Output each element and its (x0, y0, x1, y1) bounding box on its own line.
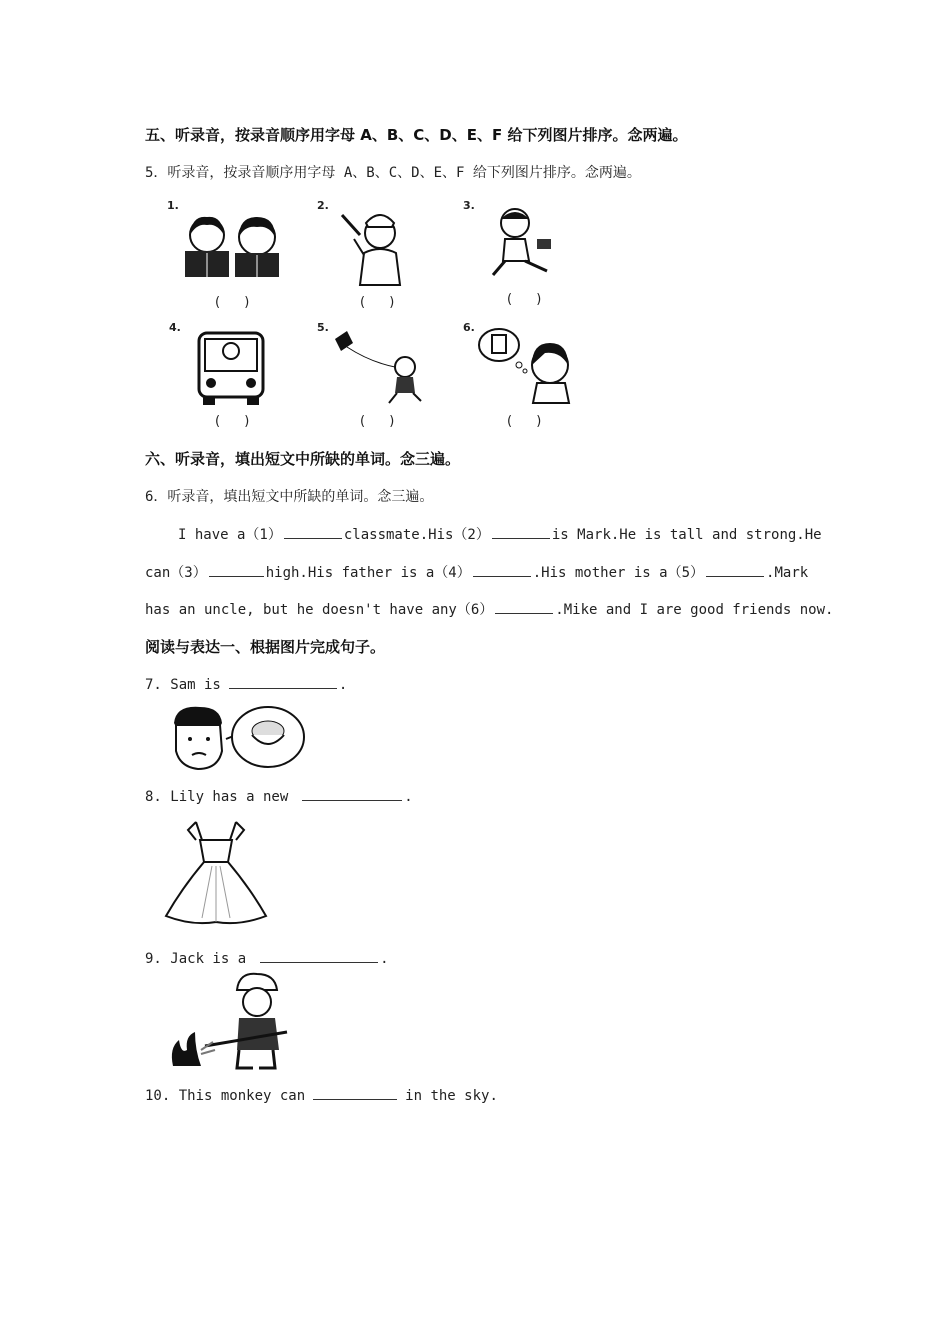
question-5: 5．听录音，按录音顺序用字母 A、B、C、D、E、F 给下列图片排序。念两遍。 (145, 165, 641, 181)
running-boy-image (487, 205, 559, 283)
passage-line-3: has an uncle, but he doesn't have any（6） .Mike and I are good friends now. (145, 599, 833, 619)
firefighter-image (165, 970, 290, 1072)
picture-grid (165, 195, 605, 435)
section-5-heading: 五、听录音，按录音顺序用字母 A、B、C、D、E、F 给下列图片排序。念两遍。 (145, 126, 688, 144)
dress-image (162, 818, 270, 928)
question-8: 8. Lily has a new . (145, 786, 413, 805)
picture-number: 1. (167, 199, 179, 212)
passage-line-2: can（3） high.His father is a（4） .His mother is a（5） .Mark (145, 562, 808, 582)
blank-6[interactable] (495, 599, 553, 614)
answer-blank-8[interactable] (302, 786, 402, 801)
answer-paren: ( ) (360, 414, 405, 429)
two-girls-reading-image (177, 207, 287, 282)
answer-blank-7[interactable] (229, 674, 337, 689)
answer-paren: ( ) (360, 295, 405, 310)
picture-number: 3. (463, 199, 475, 212)
answer-blank-10[interactable] (313, 1085, 397, 1100)
answer-blank-9[interactable] (260, 948, 378, 963)
nurse-with-syringe-image (340, 205, 415, 287)
answer-paren: ( ) (507, 414, 552, 429)
blank-5[interactable] (706, 562, 764, 577)
picture-number: 4. (169, 321, 181, 334)
blank-4[interactable] (473, 562, 531, 577)
question-7: 7. Sam is . (145, 674, 347, 693)
question-10: 10. This monkey can in the sky. (145, 1085, 498, 1104)
picture-number: 5. (317, 321, 329, 334)
question-9: 9. Jack is a . (145, 948, 389, 967)
girl-thinking-of-water-image (475, 327, 575, 405)
picture-number: 2. (317, 199, 329, 212)
reading-heading: 阅读与表达一、根据图片完成句子。 (145, 638, 386, 656)
answer-paren: ( ) (507, 292, 552, 307)
blank-2[interactable] (492, 524, 550, 539)
passage-line-1: I have a（1） classmate.His（2） is Mark.He is tall and strong.He (178, 524, 822, 544)
answer-paren: ( ) (215, 295, 260, 310)
question-6: 6．听录音，填出短文中所缺的单词。念三遍。 (145, 489, 434, 505)
blank-1[interactable] (284, 524, 342, 539)
bus-driver-image (195, 329, 267, 407)
boy-thinking-of-rice-image (170, 703, 306, 771)
answer-paren: ( ) (215, 414, 260, 429)
picture-number: 6. (463, 321, 475, 334)
section-6-heading: 六、听录音，填出短文中所缺的单词。念三遍。 (145, 450, 461, 468)
girl-flying-kite-image (325, 327, 425, 407)
blank-3[interactable] (209, 562, 264, 577)
